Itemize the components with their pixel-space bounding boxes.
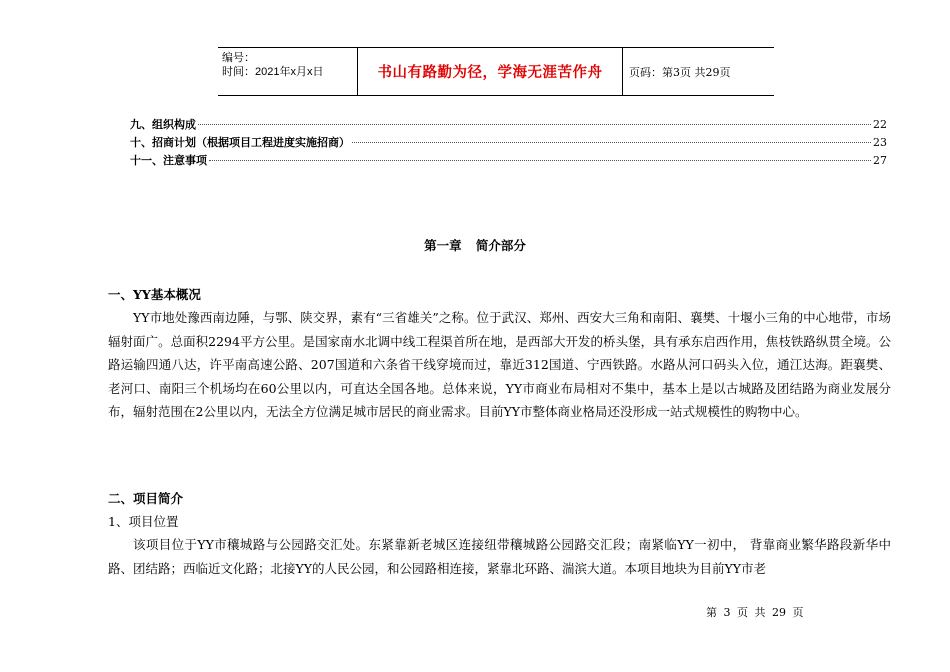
section-paragraph: YY市地处豫西南边陲，与鄂、陕交界，素有“三省雄关”之称。位于武汉、郑州、西安大三角和南阳、襄樊、十堰小三角的中心地带，市场辐射面广。总面积2294平方公里。是国家南水北调中线工程渠首所在地，是西部大开发的桥头堡，具有承东启西作用，焦枝铁路纵贯全境。公路运输四通八达，许平南高速公路、207国道和六条省干线穿境而过，靠近312国道、宁西铁路。水路从河口码头入位，通江达海。距襄樊、老河口、南阳三个机场均在60公里以内，可直达全国各地。总体来说，YY市商业布局相对不集中，基本上是以古城路及团结路为商业发展分布，辐射范围在2公里以内，无法全方位满足城市居民的商业需求。目前YY市整体商业格局还没形成一站式规模性的购物中心。 — [108, 310, 891, 420]
subsection-heading: 1、项目位置 — [108, 514, 179, 529]
toc-leader — [198, 124, 871, 125]
number-label: 编号： — [222, 52, 255, 64]
toc-page: 22 — [873, 118, 887, 131]
header-page-code: 页码：第3页 共29页 — [629, 65, 731, 79]
toc-entry[interactable] — [130, 116, 887, 132]
section-paragraph: 该项目位于YY市穰城路与公园路交汇处。东紧靠新老城区连接纽带穰城路公园路交汇段；南紧临YY一初中， 背靠商业繁华路段新华中路、团结路；西临近文化路；北接YY的人民公园，和公园路相连接，紧靠北环路、湍滨大道。本项目地块为目前YY市老 — [108, 537, 891, 576]
chapter-title: 第一章 简介部分 — [424, 238, 526, 253]
page-header-table — [218, 47, 774, 96]
header-motto: 书山有路勤为径，学海无涯苦作舟 — [358, 48, 623, 95]
toc-entry[interactable] — [130, 134, 887, 150]
page-footer: 第 3 页 共 29 页 — [706, 606, 804, 619]
toc-title: 九、组织构成 — [130, 118, 196, 131]
time-label: 时间：2021年x月x日 — [222, 66, 324, 78]
toc-page: 27 — [873, 154, 887, 167]
toc-page: 23 — [873, 136, 887, 149]
toc-leader — [209, 160, 871, 161]
toc-leader — [352, 142, 871, 143]
toc-title: 十、招商计划（根据项目工程进度实施招商） — [130, 136, 350, 149]
section-heading: 二、项目简介 — [108, 491, 184, 506]
header-meta-cell — [218, 48, 358, 95]
toc-entry[interactable] — [130, 152, 887, 168]
section-heading: 一、YY基本概况 — [108, 287, 201, 302]
toc-title: 十一、注意事项 — [130, 154, 207, 167]
